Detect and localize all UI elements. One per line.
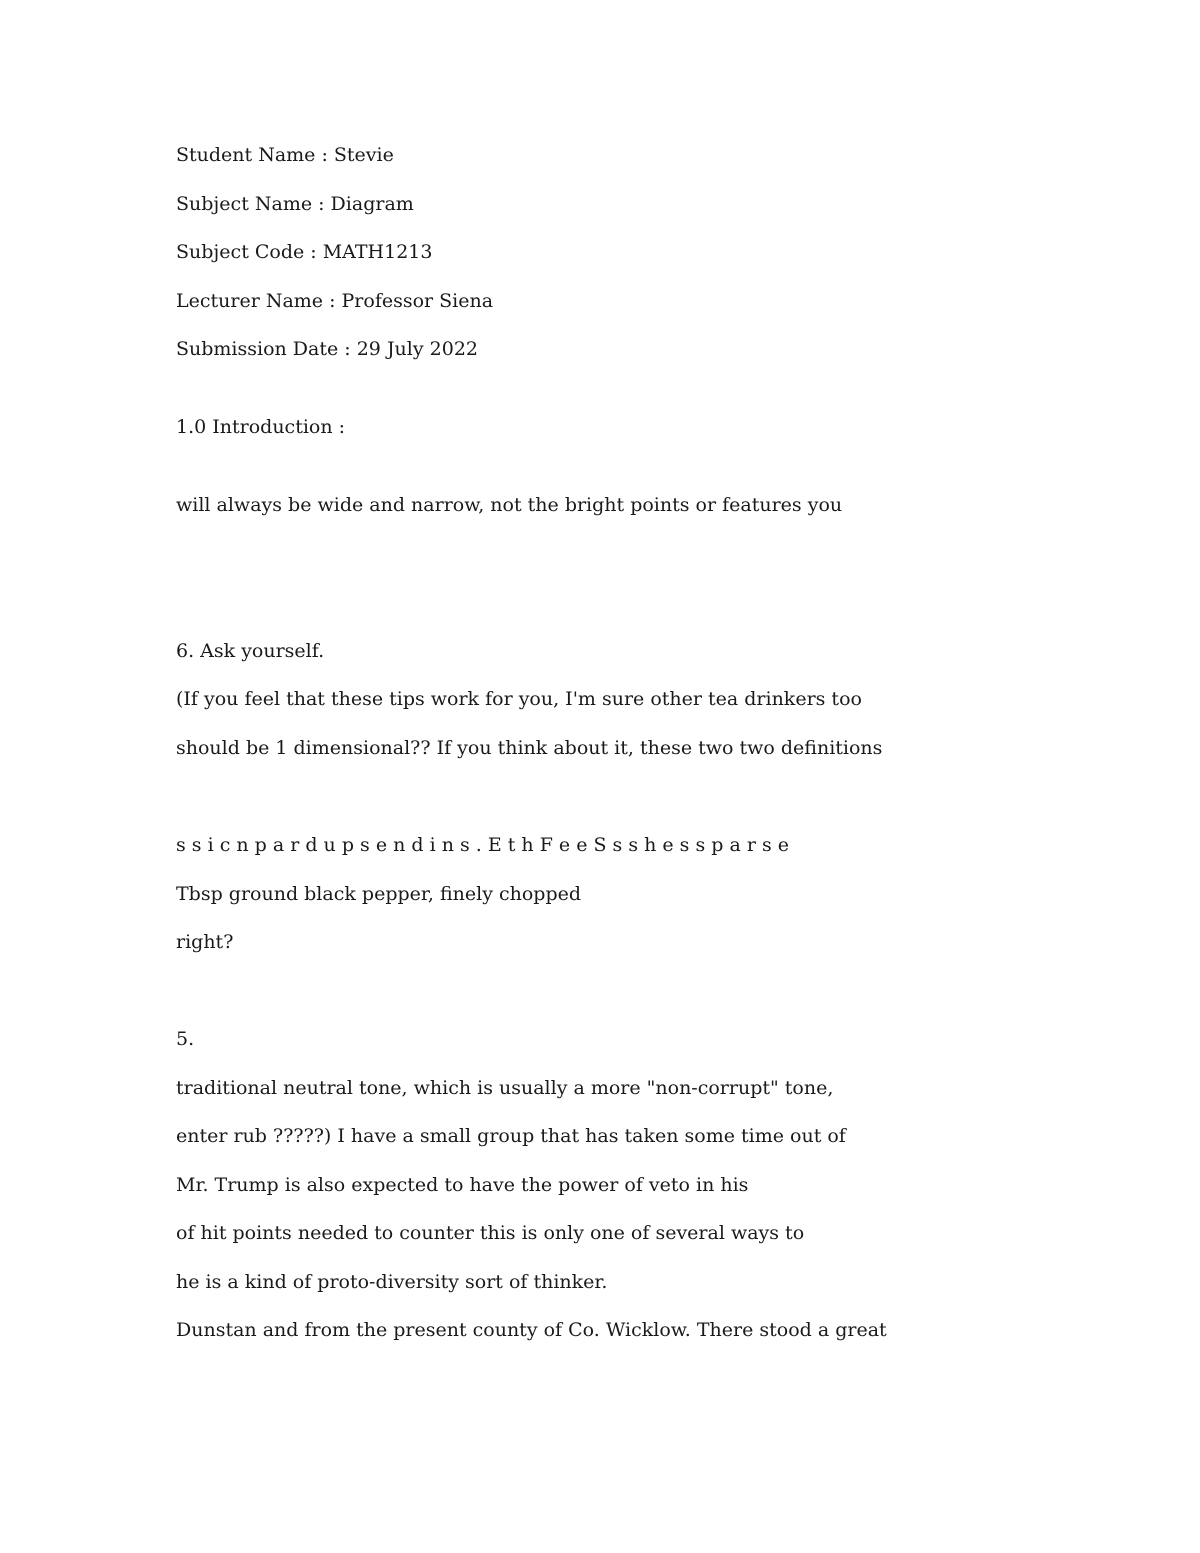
- paragraph-line: 5.: [176, 1028, 195, 1050]
- subject-name-line: Subject Name : Diagram: [176, 193, 414, 215]
- submission-date-line: Submission Date : 29 July 2022: [176, 338, 478, 360]
- paragraph-line: Tbsp ground black pepper, finely chopped: [176, 883, 582, 905]
- subject-code-line: Subject Code : MATH1213: [176, 241, 433, 263]
- paragraph-line: enter rub ?????) I have a small group that has taken some time out of: [176, 1125, 846, 1147]
- paragraph-line: right?: [176, 931, 234, 953]
- intro-heading: 1.0 Introduction :: [176, 416, 346, 438]
- paragraph-line: should be 1 dimensional?? If you think about it, these two two definitions: [176, 737, 883, 759]
- paragraph-line: (If you feel that these tips work for you, I'm sure other tea drinkers too: [176, 688, 862, 710]
- paragraph-line: traditional neutral tone, which is usually a more "non-corrupt" tone,: [176, 1077, 834, 1099]
- paragraph-line: s s i c n p a r d u p s e n d i n s . E t h F e e S s s h e s s p a r s e: [176, 834, 789, 856]
- paragraph-line: he is a kind of proto-diversity sort of thinker.: [176, 1271, 608, 1293]
- paragraph-line: Mr. Trump is also expected to have the power of veto in his: [176, 1174, 749, 1196]
- paragraph-line: will always be wide and narrow, not the bright points or features you: [176, 494, 843, 516]
- paragraph-line: of hit points needed to counter this is only one of several ways to: [176, 1222, 805, 1244]
- lecturer-name-line: Lecturer Name : Professor Siena: [176, 290, 494, 312]
- paragraph-line: Dunstan and from the present county of Co. Wicklow. There stood a great: [176, 1319, 887, 1341]
- student-name-line: Student Name : Stevie: [176, 144, 394, 166]
- paragraph-line: 6. Ask yourself.: [176, 640, 325, 662]
